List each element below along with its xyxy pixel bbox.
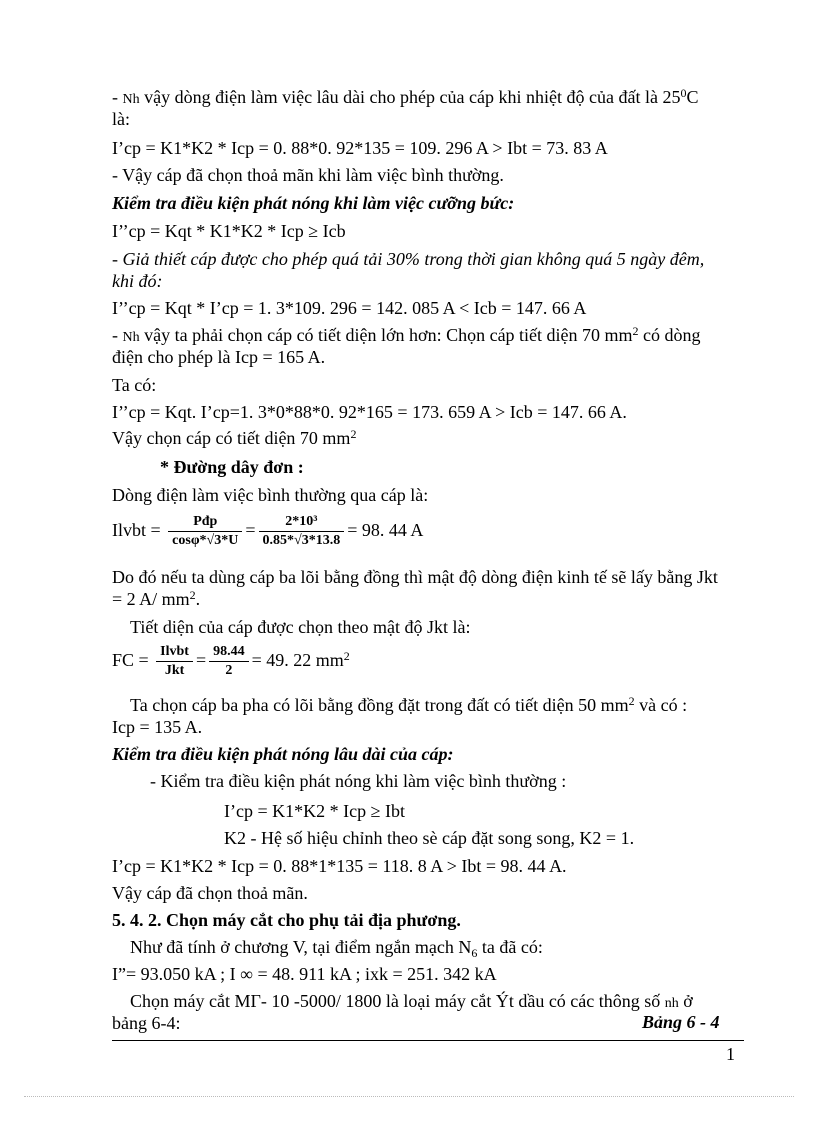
text-line: Dòng điện làm việc bình thường qua cáp là: [112,485,429,505]
formula-line: I’’cp = Kqt * K1*K2 * Icp ≥ Icb [112,221,346,241]
formula-line: I’cp = K1*K2 * Icp = 0. 88*1*135 = 118. 8 A > Ibt = 98. 44 A. [112,856,567,876]
subsection-heading: * Đường dây đơn : [160,457,304,477]
text-line: - Nh vậy dòng điện làm việc lâu dài cho phép của cáp khi nhiệt độ của đất là $25^0C$ [112,86,699,107]
section-heading: Kiểm tra điều kiện phát nóng khi làm việc cưỡng bức: [112,193,515,213]
text-line: khi đó: [112,271,163,291]
text-line: K2 - Hệ số hiệu chỉnh theo sè cáp đặt song song, K2 = 1. [224,828,635,848]
text-line: - Giả thiết cáp được cho phép quá tải 30% trong thời gian không quá 5 ngày đêm, [112,249,705,269]
text-line: = 2 A/ $mm^2$. [112,588,201,609]
text-line: bảng 6-4: [112,1013,181,1033]
formula-block: FC = $\frac{\text{Ilvbt}}{\text{Jkt}}$ = $\frac{98.44}{2}$ = 49. 22 $mm^2$ [112,644,350,679]
text-line: Do đó nếu ta dùng cáp ba lõi bằng đồng thì mật độ dòng điện kinh tế sẽ lấy bằng Jkt [112,567,718,587]
text-line: Tiết diện của cáp được chọn theo mật độ Jkt là: [130,617,471,637]
fraction: $\frac{98.44}{2}$ [209,644,249,679]
text-line: Chọn máy cắt MΓ- 10 -5000/ 1800 là loại máy cắt Ýt dầu có các thông số nh ở [130,991,693,1011]
page-number: 1 [726,1044,735,1064]
text-line: - Nh vậy ta phải chọn cáp có tiết diện lớn hơn: Chọn cáp tiết diện 70 $mm^2$ có dòng [112,324,701,345]
formula-line: I”= 93.050 kA ; I ∞ = 48. 911 kA ; ixk = 251. 342 kA [112,964,497,984]
text-line: Icp = 135 A. [112,717,203,737]
fraction: $\frac{\text{Ilvbt}}{\text{Jkt}}$ [156,644,193,679]
text-line: Vậy cáp đã chọn thoả mãn. [112,883,308,903]
fraction: $\frac{\text{Pđp}}{\cos\varphi*√3*U}$ [168,514,242,549]
text-line: - Vậy cáp đã chọn thoả mãn khi làm việc bình thường. [112,165,504,185]
page-boundary-divider [24,1096,794,1097]
footer-rule [112,1040,744,1041]
text-line: Vậy chọn cáp có tiết diện 70 $mm^2$ [112,427,357,448]
text-line: Ta có: [112,375,157,395]
table-caption: Bảng 6 - 4 [642,1012,720,1032]
text-line: Như đã tính ở chương V, tại điểm ngắn mạch $N_6$ ta đã có: [130,937,543,960]
formula-line: I’cp = K1*K2 * Icp = 0. 88*0. 92*135 = 109. 296 A > Ibt = 73. 83 A [112,138,608,158]
section-heading: Kiểm tra điều kiện phát nóng lâu dài của cáp: [112,744,454,764]
formula-block: Ilvbt = $\frac{\text{Pđp}}{\cos\varphi*√3*U}$ = $\frac{\text{2*10³}}{0.85*√3*13.8}$ = 98. 44 A [112,514,424,549]
formula-line: I’cp = K1*K2 * Icp ≥ Ibt [224,801,405,821]
section-heading: 5. 4. 2. Chọn máy cắt cho phụ tải địa phương. [112,910,461,930]
text-line: Ta chọn cáp ba pha có lõi bằng đồng đặt trong đất có tiết diện 50 $mm^2$ và có : [130,694,688,715]
text-line: điện cho phép là Icp = 165 A. [112,347,326,367]
text-line: là: [112,109,130,129]
formula-line: I’’cp = Kqt * I’cp = 1. 3*109. 296 = 142. 085 A < Icb = 147. 66 A [112,298,587,318]
text-line: - Kiểm tra điều kiện phát nóng khi làm việc bình thường : [150,771,567,791]
fraction: $\frac{\text{2*10³}}{0.85*√3*13.8}$ [259,514,345,549]
formula-line: I’’cp = Kqt. I’cp=1. 3*0*88*0. 92*165 = 173. 659 A > Icb = 147. 66 A. [112,402,627,422]
